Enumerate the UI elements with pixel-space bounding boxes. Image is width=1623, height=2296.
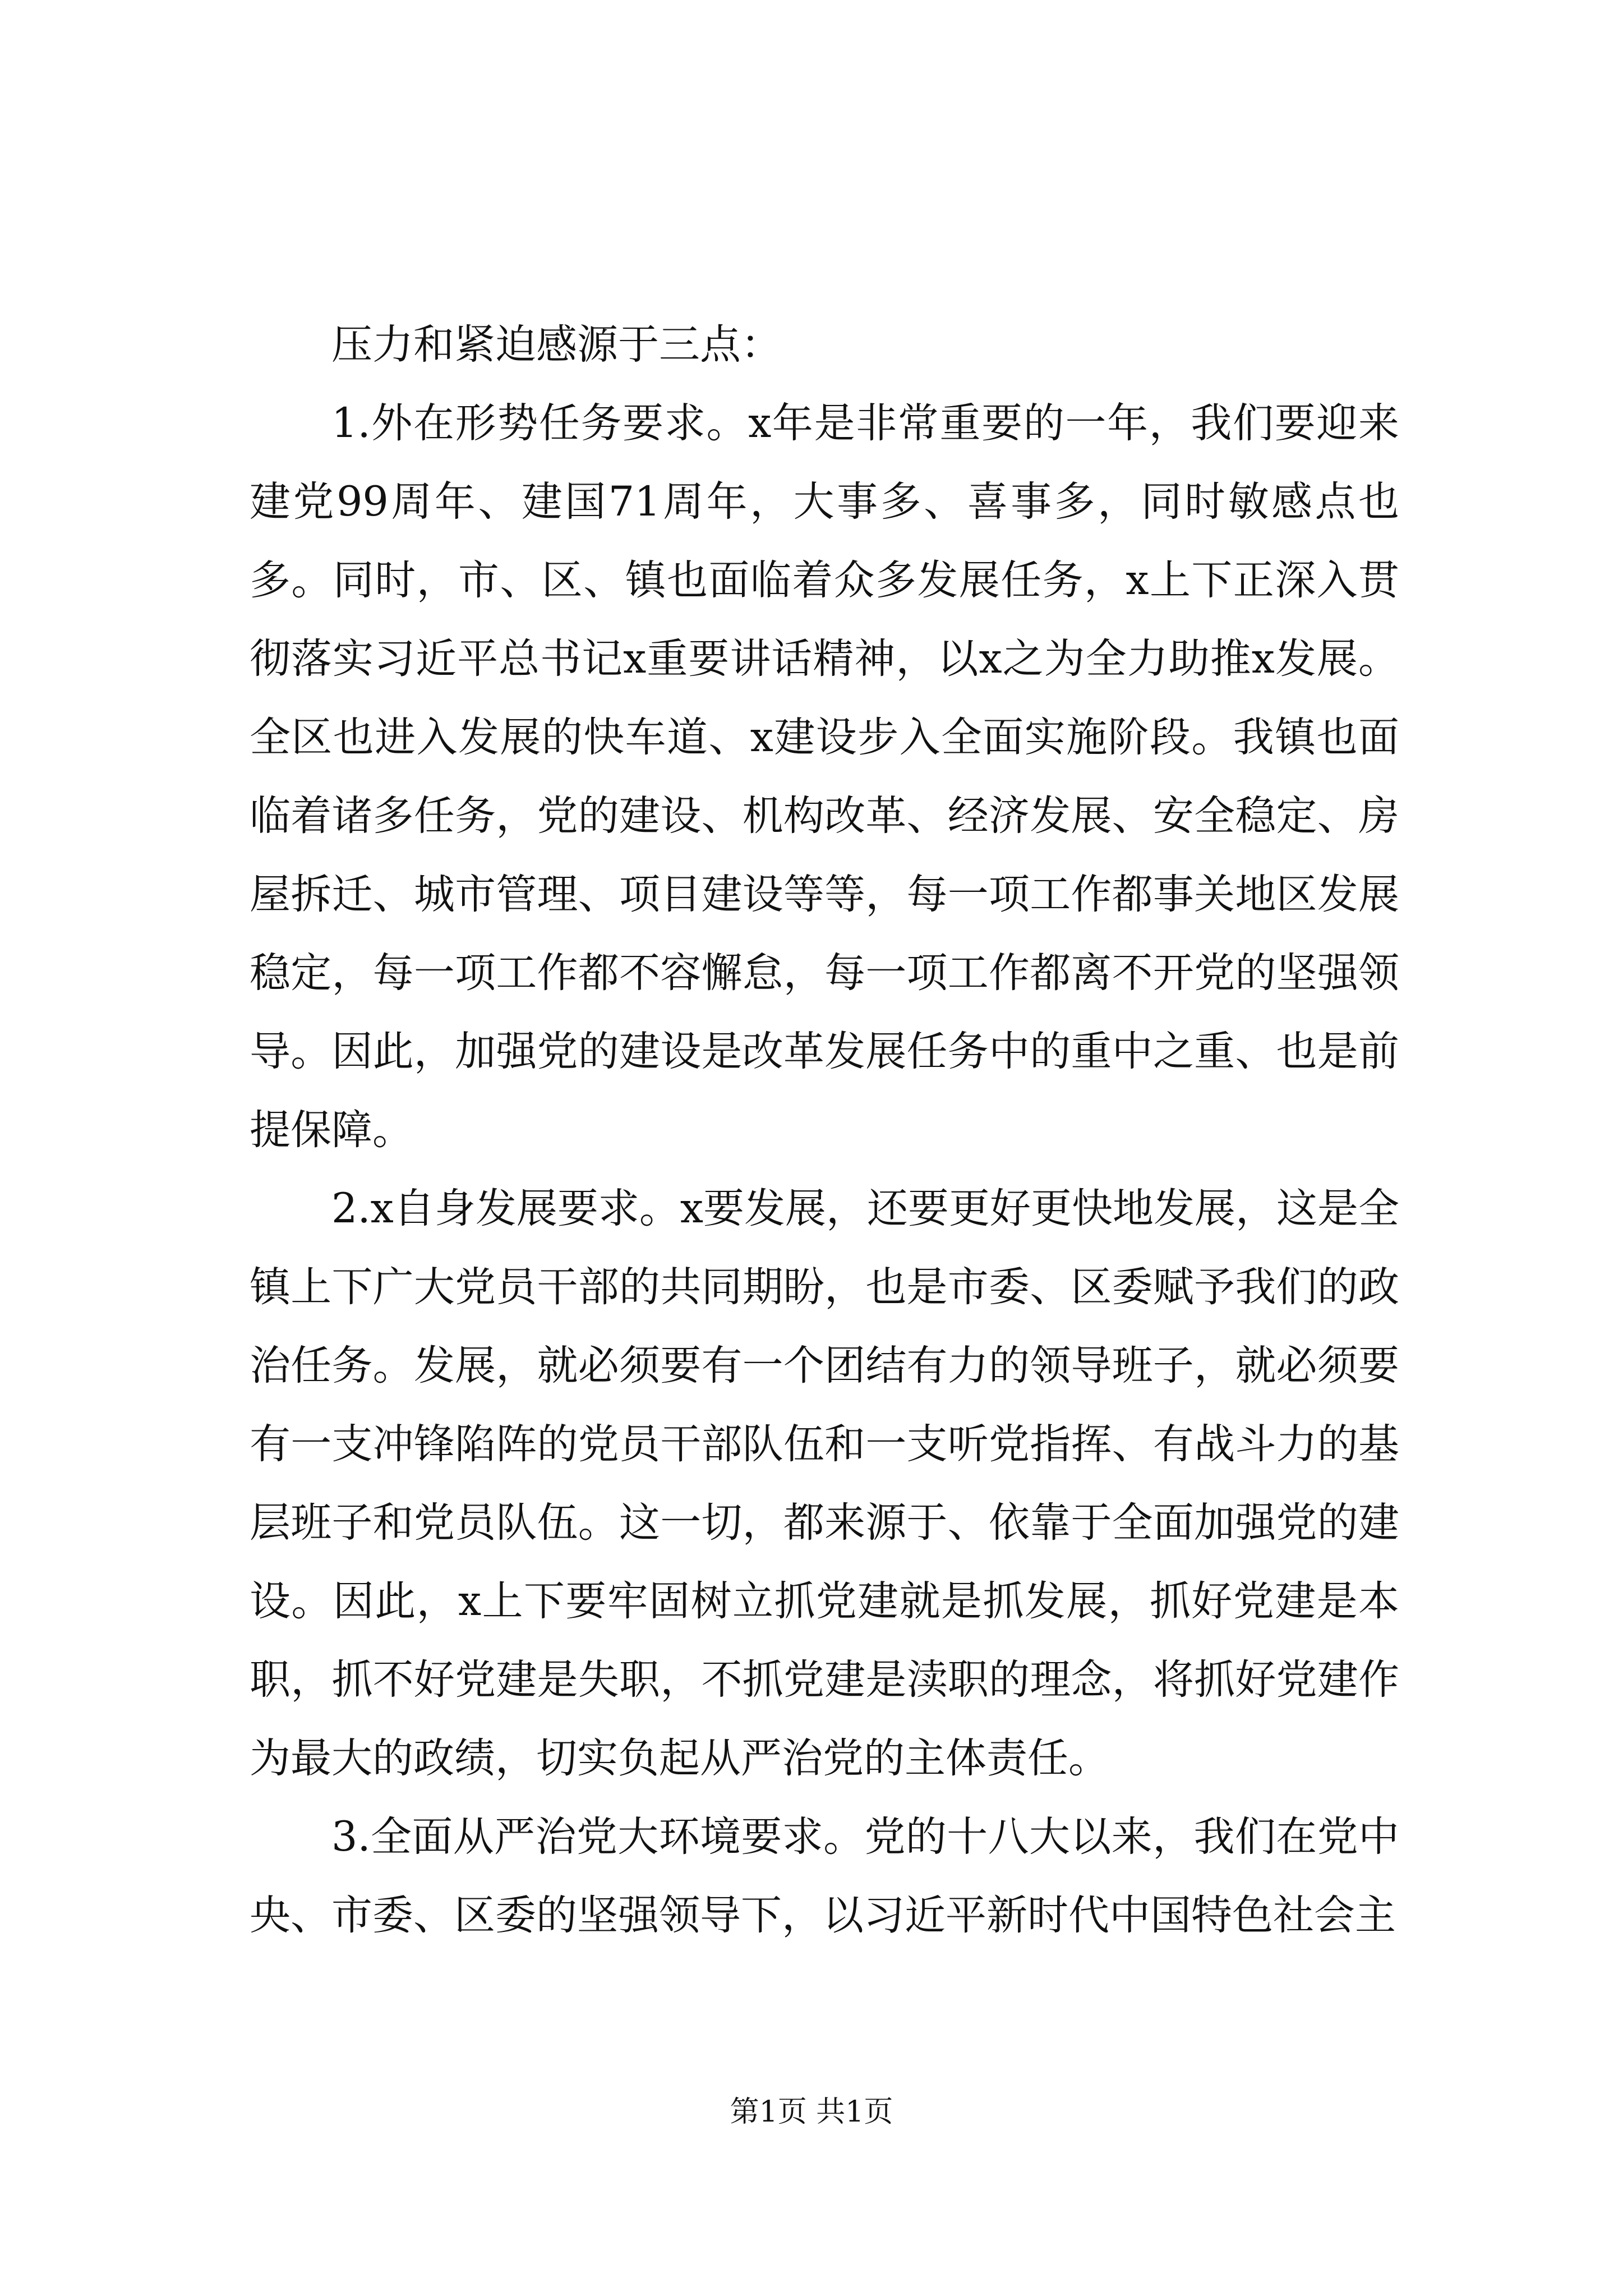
document-body <box>250 306 1399 1955</box>
paragraph-intro: 压力和紧迫感源于三点： <box>331 321 782 369</box>
page-footer: 第1页 共1页 <box>730 2095 893 2129</box>
paragraph-point-2: 2.x自身发展要求。x要发展，还要更好更快地发展，这是全镇上下广大党员干部的共同期盼，也是市委、区委赋予我们的政治任务。发展，就必须要有一个团结有力的领导班子，就必须要有一支冲锋陷阵的党员干部队伍和一支听党指挥、有战斗力的基层班子和党员队伍。这一切，都来源于、依靠于全面加强党的建设。因此，x上下要牢固树立抓党建就是抓发展，抓好党建是本职，抓不好党建是失职，不抓党建是渎职的理念，将抓好党建作为最大的政绩，切实负起从严治党的主体责任。 <box>250 1185 1399 1782</box>
paragraph-point-3: 3.全面从严治党大环境要求。党的十八大以来，我们在党中央、市委、区委的坚强领导下，以习近平新时代中国特色社会主 <box>250 1813 1399 1939</box>
paragraph-point-1: 1.外在形势任务要求。x年是非常重要的一年，我们要迎来建党99周年、建国71周年，大事多、喜事多，同时敏感点也多。同时，市、区、镇也面临着众多发展任务，x上下正深入贯彻落实习近平总书记x重要讲话精神，以x之为全力助推x发展。全区也进入发展的快车道、x建设步入全面实施阶段。我镇也面临着诸多任务，党的建设、机构改革、经济发展、安全稳定、房屋拆迁、城市管理、项目建设等等，每一项工作都事关地区发展稳定，每一项工作都不容懈怠，每一项工作都离不开党的坚强领导。因此，加强党的建设是改革发展任务中的重中之重、也是前提保障。 <box>250 399 1399 1154</box>
